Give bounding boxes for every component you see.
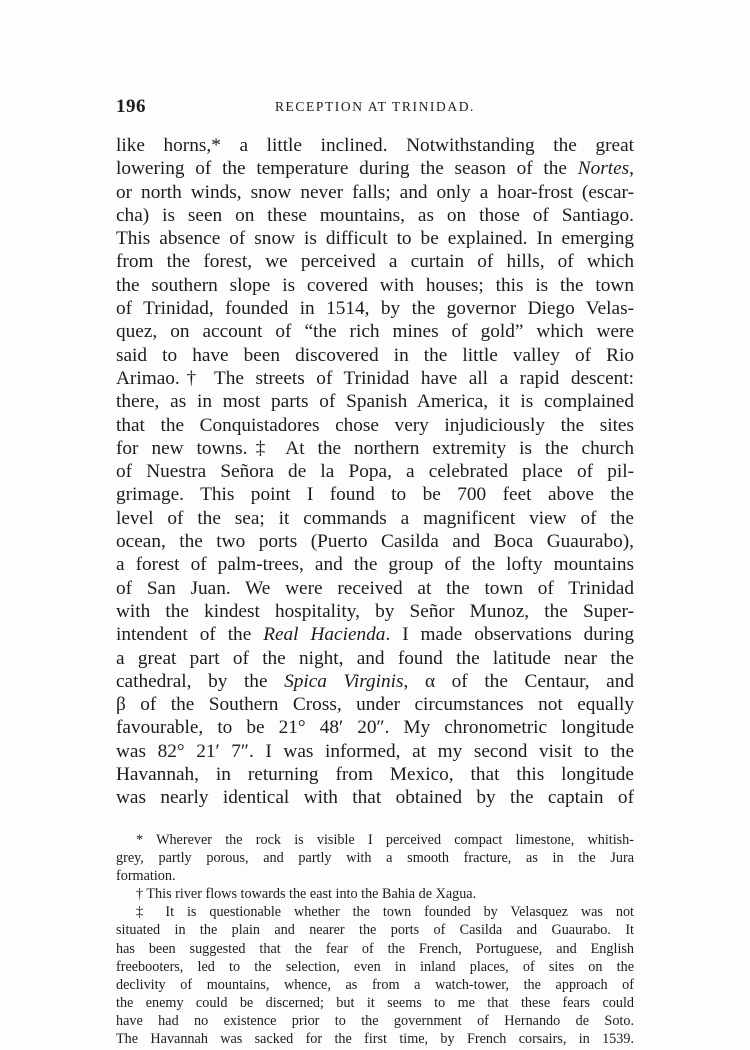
footnote-line: formation. [116, 868, 176, 885]
body-line: cathedral, by the Spica Virginis, α of the Centaur, and [116, 670, 634, 692]
footnote-line: freebooters, led to the selection, even in inland places, of sites on the [116, 958, 634, 975]
footnote-line: has been suggested that the fear of the French, Portuguese, and English [116, 940, 634, 957]
body-line: of Trinidad, founded in 1514, by the governor Diego Velas- [116, 298, 634, 320]
body-line: lowering of the temperature during the season of the Nortes, [116, 158, 634, 180]
body-line: This absence of snow is difficult to be explained. In emerging [116, 228, 634, 250]
body-line: favourable, to be 21° 48′ 20″. My chronometric longitude [116, 717, 634, 739]
body-line: a great part of the night, and found the latitude near the [116, 647, 634, 669]
body-line: for new towns.‡ At the northern extremity is the church [116, 437, 634, 459]
body-line: was nearly identical with that obtained by the captain of [116, 787, 634, 809]
footnote-line: the enemy could be discerned; but it seems to me that these fears could [116, 994, 634, 1011]
body-line: cha) is seen on these mountains, as on those of Santiago. [116, 204, 634, 226]
footnote-line: ‡ It is questionable whether the town founded by Velasquez was not [136, 904, 634, 921]
footnote-town-site [116, 903, 634, 1048]
body-line: grimage. This point I found to be 700 feet above the [116, 484, 634, 506]
footnotes [116, 831, 634, 1048]
footnote-limestone [116, 831, 634, 885]
body-line: like horns,* a little inclined. Notwithstanding the great [116, 135, 634, 156]
body-line: β of the Southern Cross, under circumstances not equally [116, 694, 634, 716]
footnote-line: situated in the plain and nearer the ports of Casilda and Guaurabo. It [116, 922, 634, 939]
body-line: that the Conquistadores chose very injudiciously the sites [116, 414, 634, 436]
footnote-river [116, 885, 634, 903]
body-line: there, as in most parts of Spanish America, it is complained [116, 391, 634, 413]
body-line: a forest of palm-trees, and the group of the lofty mountains [116, 554, 634, 576]
footnote-line: The Havannah was sacked for the first time, by French corsairs, in 1539. [116, 1031, 634, 1048]
body-line: Arimao.† The streets of Trinidad have all a rapid descent: [116, 367, 634, 389]
body-line: with the kindest hospitality, by Señor Munoz, the Super- [116, 600, 634, 622]
body-line: said to have been discovered in the little valley of Rio [116, 344, 634, 366]
body-line: level of the sea; it commands a magnificent view of the [116, 507, 634, 529]
body-line: ocean, the two ports (Puerto Casilda and Boca Guaurabo), [116, 531, 634, 553]
body-text [116, 134, 634, 810]
body-line: quez, on account of “the rich mines of gold” which were [116, 321, 634, 343]
running-header [116, 96, 634, 118]
body-line: of San Juan. We were received at the town of Trinidad [116, 577, 634, 599]
body-line: the southern slope is covered with houses; this is the town [116, 274, 634, 296]
body-line: or north winds, snow never falls; and only a hoar-frost (escar- [116, 181, 634, 203]
body-line: of Nuestra Señora de la Popa, a celebrated place of pil- [116, 461, 634, 483]
page-number: 196 [116, 96, 146, 117]
footnote-line: † This river flows towards the east into the Bahia de Xagua. [136, 886, 477, 903]
body-line: Havannah, in returning from Mexico, that this longitude [116, 764, 634, 786]
footnote-line: grey, partly porous, and partly with a smooth fracture, as in the Jura [116, 850, 634, 867]
footnote-line: * Wherever the rock is visible I perceived compact limestone, whitish- [136, 832, 634, 848]
footnote-line: declivity of mountains, whence, as from a watch-tower, the approach of [116, 976, 634, 993]
body-line: was 82° 21′ 7″. I was informed, at my second visit to the [116, 740, 634, 762]
body-line: intendent of the Real Hacienda. I made observations during [116, 624, 634, 646]
body-line: from the forest, we perceived a curtain of hills, of which [116, 251, 634, 273]
footnote-line: have had no existence prior to the government of Hernando de Soto. [116, 1012, 634, 1029]
running-title: RECEPTION AT TRINIDAD. [274, 99, 476, 114]
